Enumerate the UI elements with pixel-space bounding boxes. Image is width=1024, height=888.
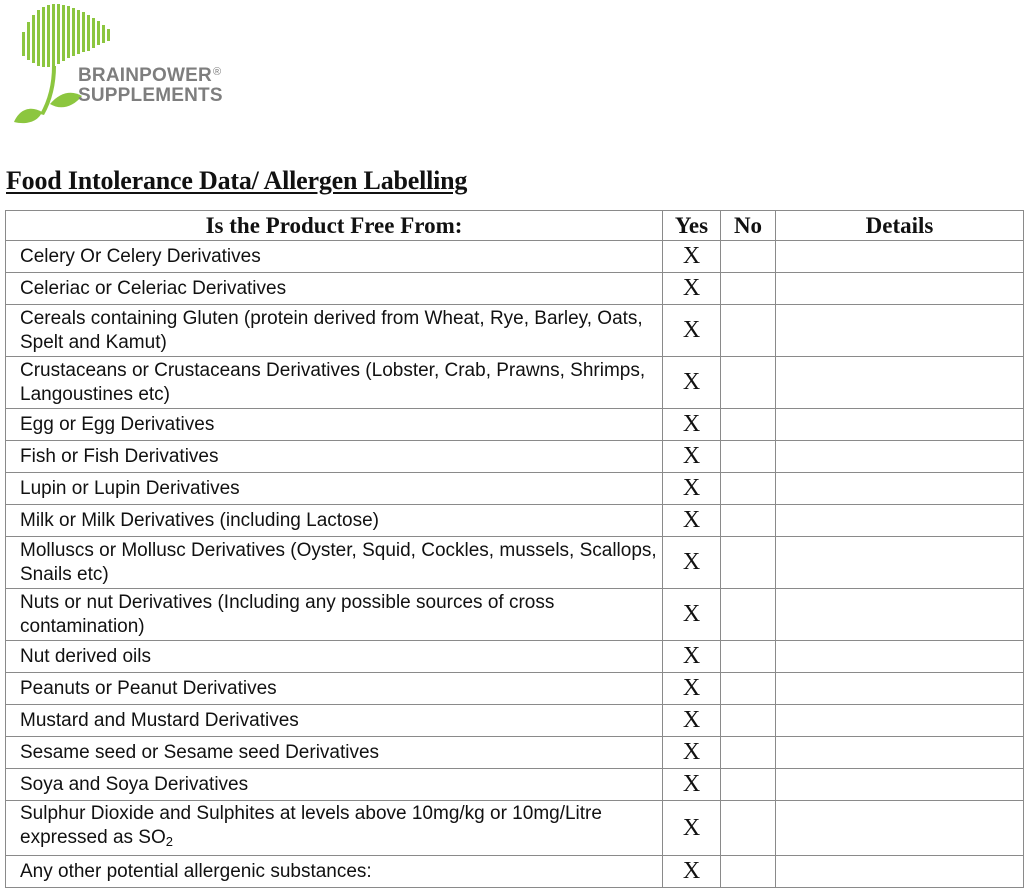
details-cell xyxy=(776,305,1024,357)
no-cell xyxy=(721,537,776,589)
table-row xyxy=(6,357,1024,409)
no-cell xyxy=(721,357,776,409)
table-row xyxy=(6,305,1024,357)
column-header-question: Is the Product Free From: xyxy=(6,211,663,241)
no-cell xyxy=(721,589,776,641)
yes-cell: X xyxy=(663,705,721,737)
details-cell xyxy=(776,856,1024,888)
allergen-label: Lupin or Lupin Derivatives xyxy=(6,473,663,505)
yes-cell: X xyxy=(663,537,721,589)
table-header-row xyxy=(6,211,1024,241)
no-cell xyxy=(721,441,776,473)
allergen-label: Fish or Fish Derivatives xyxy=(6,441,663,473)
brand-wordmark xyxy=(78,62,223,106)
yes-cell: X xyxy=(663,641,721,673)
yes-cell: X xyxy=(663,357,721,409)
allergen-label: Milk or Milk Derivatives (including Lactose) xyxy=(6,505,663,537)
table-row xyxy=(6,769,1024,801)
yes-cell: X xyxy=(663,673,721,705)
table-row xyxy=(6,441,1024,473)
brand-logo xyxy=(12,4,242,128)
allergen-table xyxy=(5,210,1024,888)
table-row xyxy=(6,641,1024,673)
table-row xyxy=(6,705,1024,737)
registered-mark: ® xyxy=(212,66,222,78)
allergen-label: Peanuts or Peanut Derivatives xyxy=(6,673,663,705)
no-cell xyxy=(721,705,776,737)
yes-cell: X xyxy=(663,409,721,441)
allergen-label: Crustaceans or Crustaceans Derivatives (Lobster, Crab, Prawns, Shrimps, Langoustines etc) xyxy=(6,357,663,409)
yes-cell: X xyxy=(663,856,721,888)
no-cell xyxy=(721,409,776,441)
table-row xyxy=(6,241,1024,273)
yes-cell: X xyxy=(663,737,721,769)
document-title: Food Intolerance Data/ Allergen Labelling xyxy=(6,166,468,195)
allergen-label: Celery Or Celery Derivatives xyxy=(6,241,663,273)
subscript-2: 2 xyxy=(165,834,173,849)
table-row xyxy=(6,473,1024,505)
allergen-label: Sulphur Dioxide and Sulphites at levels above 10mg/kg or 10mg/Litre expressed as SO xyxy=(20,803,602,848)
table-row xyxy=(6,409,1024,441)
column-header-no: No xyxy=(721,211,776,241)
yes-cell: X xyxy=(663,441,721,473)
table-row xyxy=(6,273,1024,305)
yes-cell: X xyxy=(663,273,721,305)
table-row xyxy=(6,589,1024,641)
no-cell xyxy=(721,505,776,537)
allergen-label: Cereals containing Gluten (protein derived from Wheat, Rye, Barley, Oats, Spelt and Kamut) xyxy=(6,305,663,357)
details-cell xyxy=(776,589,1024,641)
details-cell xyxy=(776,769,1024,801)
allergen-label: Sesame seed or Sesame seed Derivatives xyxy=(6,737,663,769)
column-header-yes: Yes xyxy=(663,211,721,241)
yes-cell: X xyxy=(663,305,721,357)
allergen-label-with-subscript xyxy=(6,801,663,856)
details-cell xyxy=(776,537,1024,589)
no-cell xyxy=(721,273,776,305)
yes-cell: X xyxy=(663,473,721,505)
column-header-details: Details xyxy=(776,211,1024,241)
no-cell xyxy=(721,737,776,769)
allergen-label: Egg or Egg Derivatives xyxy=(6,409,663,441)
details-cell xyxy=(776,357,1024,409)
allergen-label: Any other potential allergenic substances: xyxy=(6,856,663,888)
table-row xyxy=(6,673,1024,705)
table-row xyxy=(6,801,1024,856)
yes-cell: X xyxy=(663,589,721,641)
allergen-label: Molluscs or Mollusc Derivatives (Oyster, Squid, Cockles, mussels, Scallops, Snails etc) xyxy=(6,537,663,589)
allergen-label: Nuts or nut Derivatives (Including any possible sources of cross contamination) xyxy=(6,589,663,641)
brand-line1: BRAINPOWER xyxy=(78,65,212,86)
yes-cell: X xyxy=(663,801,721,856)
details-cell xyxy=(776,473,1024,505)
details-cell xyxy=(776,673,1024,705)
details-cell xyxy=(776,641,1024,673)
allergen-label: Mustard and Mustard Derivatives xyxy=(6,705,663,737)
allergen-label: Soya and Soya Derivatives xyxy=(6,769,663,801)
no-cell xyxy=(721,673,776,705)
details-cell xyxy=(776,409,1024,441)
brand-line2: SUPPLEMENTS xyxy=(78,85,223,106)
table-row xyxy=(6,737,1024,769)
table-row xyxy=(6,856,1024,888)
yes-cell: X xyxy=(663,241,721,273)
details-cell xyxy=(776,273,1024,305)
no-cell xyxy=(721,856,776,888)
yes-cell: X xyxy=(663,505,721,537)
details-cell xyxy=(776,441,1024,473)
details-cell xyxy=(776,737,1024,769)
allergen-label: Celeriac or Celeriac Derivatives xyxy=(6,273,663,305)
details-cell xyxy=(776,241,1024,273)
yes-cell: X xyxy=(663,769,721,801)
table-row xyxy=(6,505,1024,537)
no-cell xyxy=(721,241,776,273)
allergen-label: Nut derived oils xyxy=(6,641,663,673)
no-cell xyxy=(721,473,776,505)
details-cell xyxy=(776,505,1024,537)
details-cell xyxy=(776,705,1024,737)
no-cell xyxy=(721,769,776,801)
table-row xyxy=(6,537,1024,589)
no-cell xyxy=(721,641,776,673)
no-cell xyxy=(721,801,776,856)
details-cell xyxy=(776,801,1024,856)
no-cell xyxy=(721,305,776,357)
